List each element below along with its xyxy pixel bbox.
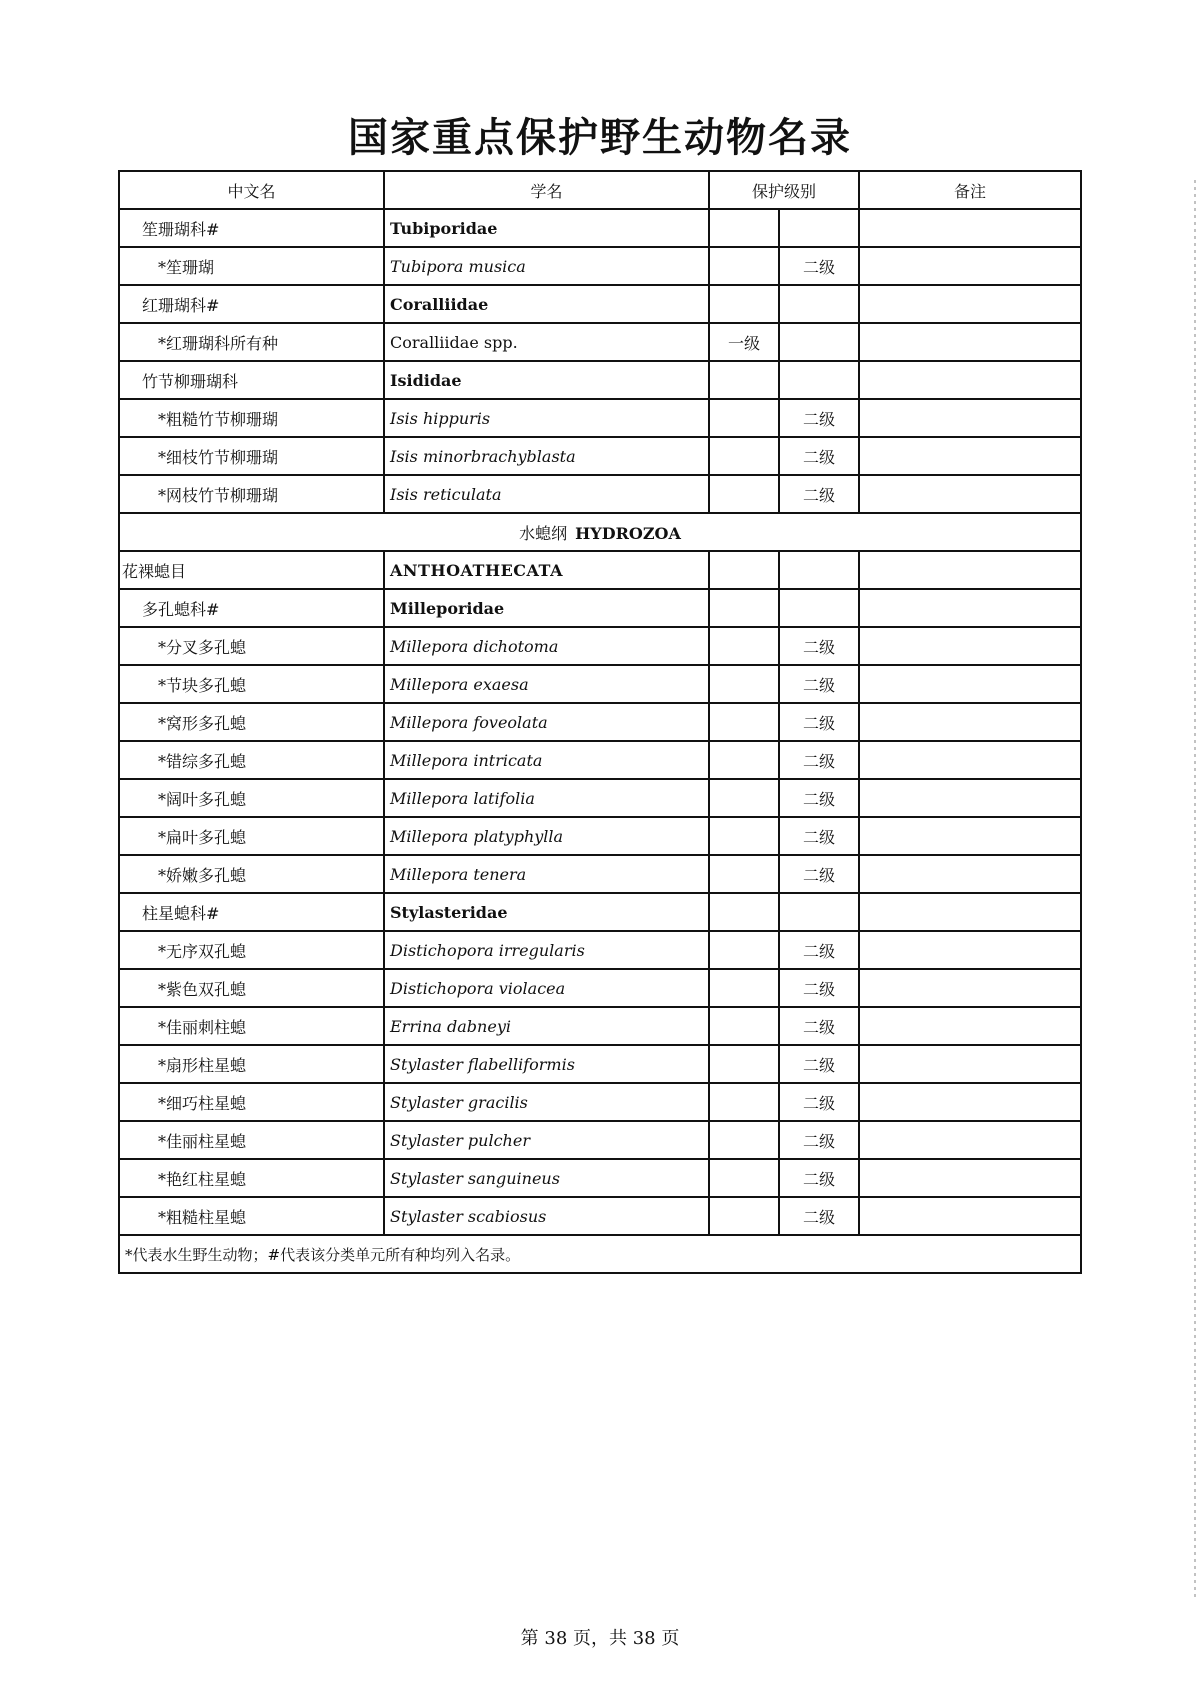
chinese-name-cell: *错综多孔螅 [119,741,384,779]
level-two-cell: 二级 [779,1045,859,1083]
level-one-cell [709,1159,779,1197]
level-one-cell [709,285,779,323]
table-body [119,209,1081,1235]
remarks-cell [859,893,1081,931]
remarks-cell [859,1007,1081,1045]
level-two-cell [779,285,859,323]
remarks-cell [859,855,1081,893]
level-one-cell [709,1121,779,1159]
remarks-cell [859,817,1081,855]
scientific-name-cell: Millepora intricata [384,741,709,779]
remarks-cell [859,399,1081,437]
table-row [119,209,1081,247]
table-row [119,1159,1081,1197]
level-one-cell [709,703,779,741]
chinese-name-cell: *佳丽柱星螅 [119,1121,384,1159]
level-two-cell [779,361,859,399]
header-chinese-name: 中文名 [119,171,384,209]
table-row [119,323,1081,361]
scientific-name-cell: Isis minorbrachyblasta [384,437,709,475]
remarks-cell [859,627,1081,665]
table-row [119,437,1081,475]
level-one-cell [709,665,779,703]
scientific-name-cell: Distichopora irregularis [384,931,709,969]
remarks-cell [859,209,1081,247]
table-row [119,1007,1081,1045]
scientific-name-cell: Millepora tenera [384,855,709,893]
scientific-name-cell: Tubipora musica [384,247,709,285]
level-one-cell [709,627,779,665]
scientific-name-cell: Stylaster sanguineus [384,1159,709,1197]
table-row [119,817,1081,855]
scientific-name-cell: Millepora exaesa [384,665,709,703]
scientific-name-cell: Stylaster scabiosus [384,1197,709,1235]
header-protection-level: 保护级别 [709,171,859,209]
level-two-cell: 二级 [779,1159,859,1197]
table-row [119,1083,1081,1121]
chinese-name-cell: 柱星螅科# [119,893,384,931]
level-one-cell [709,779,779,817]
chinese-name-cell: *佳丽刺柱螅 [119,1007,384,1045]
remarks-cell [859,285,1081,323]
table-row [119,589,1081,627]
table-row [119,703,1081,741]
table-row [119,855,1081,893]
remarks-cell [859,779,1081,817]
class-scientific-name: HYDROZOA [575,523,681,543]
remarks-cell [859,931,1081,969]
level-two-cell: 二级 [779,817,859,855]
table-row [119,1197,1081,1235]
chinese-name-cell: *扇形柱星螅 [119,1045,384,1083]
chinese-name-cell: *紫色双孔螅 [119,969,384,1007]
level-two-cell: 二级 [779,247,859,285]
scientific-name-cell: Stylaster flabelliformis [384,1045,709,1083]
level-two-cell [779,551,859,589]
scientific-name-cell: Isididae [384,361,709,399]
table-row [119,1045,1081,1083]
level-two-cell: 二级 [779,741,859,779]
level-one-cell [709,817,779,855]
level-two-cell: 二级 [779,665,859,703]
level-one-cell [709,247,779,285]
remarks-cell [859,1197,1081,1235]
level-one-cell [709,969,779,1007]
scientific-name-cell: Distichopora violacea [384,969,709,1007]
level-one-cell [709,209,779,247]
remarks-cell [859,551,1081,589]
chinese-name-cell: *节块多孔螅 [119,665,384,703]
table-row [119,665,1081,703]
remarks-cell [859,361,1081,399]
remarks-cell [859,323,1081,361]
chinese-name-cell: *无序双孔螅 [119,931,384,969]
level-one-cell: 一级 [709,323,779,361]
level-two-cell: 二级 [779,1007,859,1045]
chinese-name-cell: *红珊瑚科所有种 [119,323,384,361]
level-two-cell: 二级 [779,779,859,817]
chinese-name-cell: *粗糙柱星螅 [119,1197,384,1235]
scan-edge-artifact [1194,180,1196,1600]
chinese-name-cell: *细枝竹节柳珊瑚 [119,437,384,475]
level-two-cell: 二级 [779,475,859,513]
remarks-cell [859,1121,1081,1159]
table-row [119,741,1081,779]
scientific-name-cell: Isis reticulata [384,475,709,513]
chinese-name-cell: 多孔螅科# [119,589,384,627]
level-two-cell: 二级 [779,1083,859,1121]
table-row [119,247,1081,285]
level-two-cell [779,893,859,931]
table-row [119,475,1081,513]
remarks-cell [859,703,1081,741]
level-one-cell [709,741,779,779]
class-cell [119,513,1081,551]
document-title: 国家重点保护野生动物名录 [348,114,852,161]
scientific-name-cell: ANTHOATHECATA [384,551,709,589]
scientific-name-cell: Errina dabneyi [384,1007,709,1045]
chinese-name-cell: 花裸螅目 [119,551,384,589]
chinese-name-cell: *阔叶多孔螅 [119,779,384,817]
header-remarks: 备注 [859,171,1081,209]
scientific-name-cell: Millepora dichotoma [384,627,709,665]
chinese-name-cell: 竹节柳珊瑚科 [119,361,384,399]
table-row [119,893,1081,931]
level-two-cell [779,323,859,361]
remarks-cell [859,1045,1081,1083]
footnote-row [119,1235,1081,1273]
level-two-cell [779,209,859,247]
page-number: 第 38 页，共 38 页 [520,1628,680,1649]
level-one-cell [709,931,779,969]
scientific-name-cell: Isis hippuris [384,399,709,437]
level-two-cell: 二级 [779,855,859,893]
table-row [119,969,1081,1007]
level-two-cell: 二级 [779,437,859,475]
scientific-name-cell: Coralliidae [384,285,709,323]
level-one-cell [709,1083,779,1121]
chinese-name-cell: *娇嫩多孔螅 [119,855,384,893]
scientific-name-cell: Stylasteridae [384,893,709,931]
level-one-cell [709,361,779,399]
table-header-row [119,171,1081,209]
scientific-name-cell: Millepora latifolia [384,779,709,817]
level-one-cell [709,437,779,475]
scientific-name-cell: Stylaster gracilis [384,1083,709,1121]
table-row [119,1121,1081,1159]
level-one-cell [709,589,779,627]
table-row [119,779,1081,817]
table-row [119,399,1081,437]
scientific-name-cell: Coralliidae spp. [384,323,709,361]
chinese-name-cell: 红珊瑚科# [119,285,384,323]
species-table [118,170,1082,1274]
header-scientific-name: 学名 [384,171,709,209]
table-row [119,285,1081,323]
level-one-cell [709,1007,779,1045]
remarks-cell [859,1159,1081,1197]
class-chinese-name: 水螅纲 [519,523,568,543]
scientific-name-cell: Millepora platyphylla [384,817,709,855]
chinese-name-cell: *网枝竹节柳珊瑚 [119,475,384,513]
footnote: *代表水生野生动物；#代表该分类单元所有种均列入名录。 [119,1235,1081,1273]
level-one-cell [709,1197,779,1235]
level-one-cell [709,893,779,931]
remarks-cell [859,665,1081,703]
remarks-cell [859,475,1081,513]
level-one-cell [709,475,779,513]
chinese-name-cell: *艳红柱星螅 [119,1159,384,1197]
table-row [119,361,1081,399]
remarks-cell [859,741,1081,779]
scientific-name-cell: Millepora foveolata [384,703,709,741]
chinese-name-cell: 笙珊瑚科# [119,209,384,247]
level-two-cell: 二级 [779,703,859,741]
remarks-cell [859,589,1081,627]
table-row [119,931,1081,969]
chinese-name-cell: *分叉多孔螅 [119,627,384,665]
class-row [119,513,1081,551]
level-two-cell: 二级 [779,399,859,437]
remarks-cell [859,247,1081,285]
chinese-name-cell: *窝形多孔螅 [119,703,384,741]
level-two-cell: 二级 [779,931,859,969]
chinese-name-cell: *笙珊瑚 [119,247,384,285]
level-one-cell [709,1045,779,1083]
chinese-name-cell: *扁叶多孔螅 [119,817,384,855]
level-one-cell [709,855,779,893]
scientific-name-cell: Milleporidae [384,589,709,627]
level-two-cell: 二级 [779,969,859,1007]
table-row [119,551,1081,589]
level-two-cell: 二级 [779,1197,859,1235]
chinese-name-cell: *细巧柱星螅 [119,1083,384,1121]
scientific-name-cell: Stylaster pulcher [384,1121,709,1159]
level-two-cell: 二级 [779,1121,859,1159]
scientific-name-cell: Tubiporidae [384,209,709,247]
remarks-cell [859,437,1081,475]
chinese-name-cell: *粗糙竹节柳珊瑚 [119,399,384,437]
level-one-cell [709,399,779,437]
table-row [119,627,1081,665]
remarks-cell [859,969,1081,1007]
level-two-cell: 二级 [779,627,859,665]
level-one-cell [709,551,779,589]
remarks-cell [859,1083,1081,1121]
level-two-cell [779,589,859,627]
